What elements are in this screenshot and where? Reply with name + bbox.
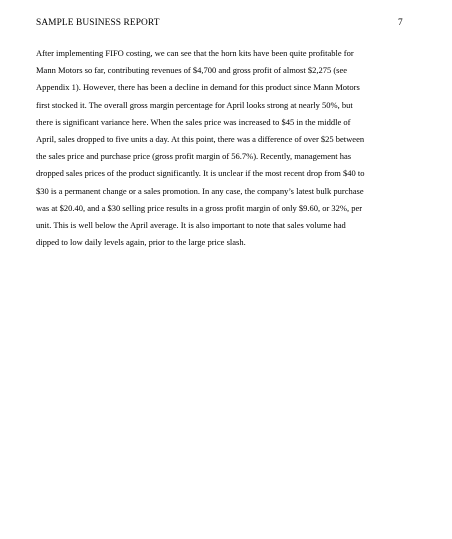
paragraph-line: first stocked it. The overall gross margin percentage for April looks strong at nearly 50%, but	[36, 99, 353, 110]
running-head: SAMPLE BUSINESS REPORT	[36, 18, 160, 28]
paragraph-line: After implementing FIFO costing, we can see that the horn kits have been quite profitable for	[36, 48, 354, 58]
paragraph-line: April, sales dropped to five units a day. At this point, there was a difference of over $25 between	[36, 133, 365, 144]
paragraph-line: unit. This is well below the April average. It is also important to note that sales volume had	[36, 219, 346, 230]
body-paragraph	[36, 45, 416, 251]
paragraph-line: there is significant variance here. When the sales price was increased to $45 in the middle of	[36, 116, 351, 127]
paragraph-line: dropped sales prices of the product significantly. It is unclear if the most recent drop from $40 to	[36, 168, 365, 179]
paragraph-line: $30 is a permanent change or a sales promotion. In any case, the company’s latest bulk purchase	[36, 185, 364, 196]
paragraph-line: was at $20.40, and a $30 selling price results in a gross profit margin of only $9.60, or 32%, per	[36, 202, 363, 213]
paragraph-line: Appendix 1). However, there has been a decline in demand for this product since Mann Motors	[36, 82, 360, 93]
paragraph-line: the sales price and purchase price (gross profit margin of 56.7%). Recently, management has	[36, 151, 352, 162]
paragraph-line: dipped to low daily levels again, prior to the large price slash.	[36, 237, 246, 248]
paragraph-line: Mann Motors so far, contributing revenues of $4,700 and gross profit of almost $2,275 (see	[36, 65, 348, 76]
page-number: 7	[398, 18, 403, 28]
